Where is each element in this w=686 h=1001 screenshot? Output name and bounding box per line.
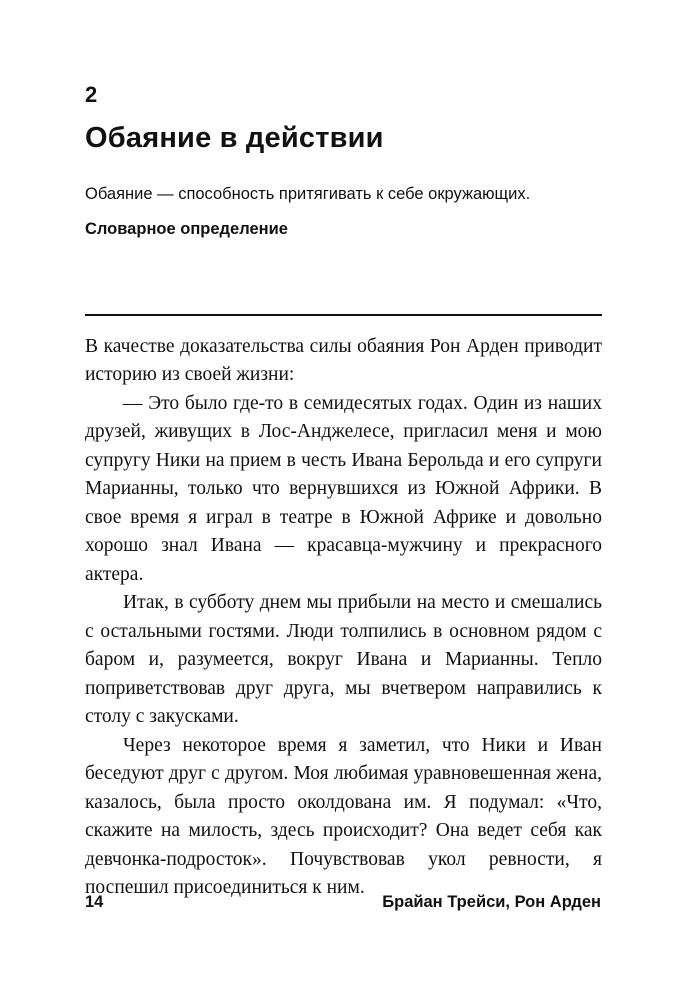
page-content bbox=[85, 84, 602, 903]
epigraph-text: Обаяние — способность притягивать к себе окружающих. bbox=[85, 184, 531, 203]
section-divider bbox=[85, 314, 602, 316]
chapter-title: Обаяние в действии bbox=[85, 122, 384, 154]
body-paragraph: — Это было где-то в семидесятых годах. Один из наших друзей, живущих в Лос-Анджелесе, пригласил меня и мою супругу Ники на прием в честь Ивана Берольда и его супруги Марианны, только что вернувшихся из Южной Африки. В свое время я играл в театре в Южной Африке и довольно хорошо знал Ивана — красавца-мужчину и прекрасного актера. bbox=[85, 392, 602, 585]
footer-page-number: 14 bbox=[85, 893, 104, 911]
body-text bbox=[85, 333, 602, 903]
body-paragraph: В качестве доказательства силы обаяния Рон Арден приводит историю из своей жизни: bbox=[85, 335, 602, 386]
body-paragraph: Итак, в субботу днем мы прибыли на место и смешались с остальными гостями. Люди толпились в основном рядом с баром и, разумеется, вокруг Ивана и Марианны. Тепло поприветствовав друг друга, мы вчетвером направились к столу с закусками. bbox=[85, 592, 602, 728]
page-footer bbox=[85, 893, 601, 912]
chapter-number: 2 bbox=[85, 82, 98, 107]
body-paragraph: Через некоторое время я заметил, что Ники и Иван беседуют друг с другом. Моя любимая уравновешенная жена, казалось, была просто околдована им. Я подумал: «Что, скажите на милость, здесь происходит? Она ведет себя как девчонка-подросток». Почувствовав укол ревности, я поспешил присоединиться к ним. bbox=[85, 734, 602, 899]
footer-running-title: Брайан Трейси, Рон Арден bbox=[382, 893, 601, 911]
epigraph-source: Словарное определение bbox=[85, 220, 288, 239]
